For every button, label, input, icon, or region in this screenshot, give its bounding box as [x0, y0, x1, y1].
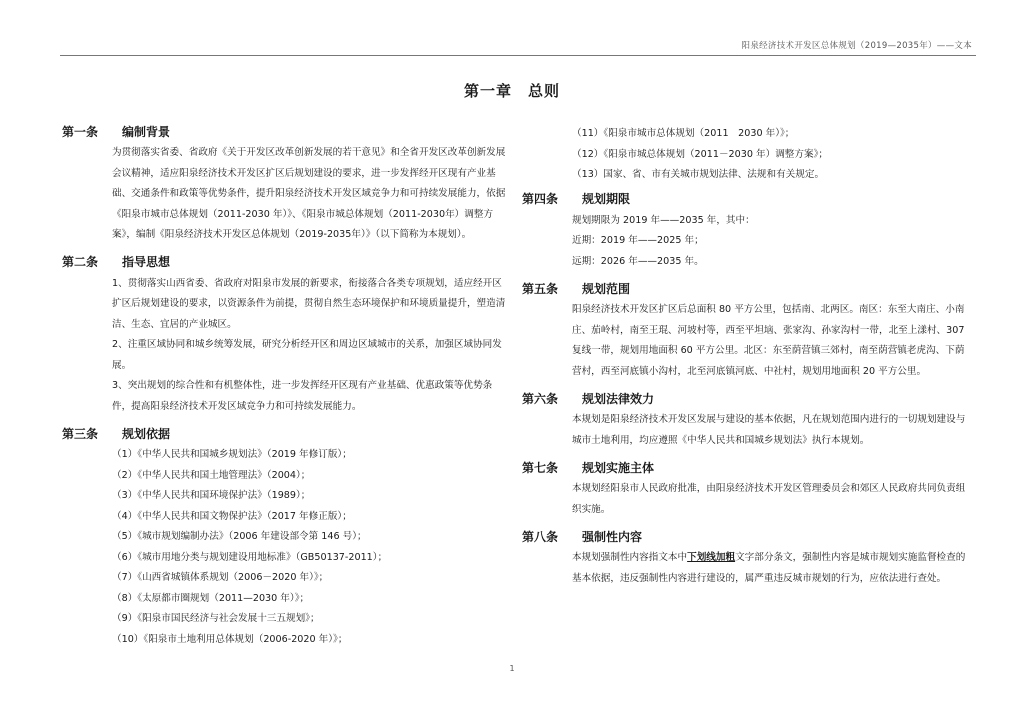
reference-item: （11）《阳泉市城市总体规划（2011 2030 年）》；: [572, 128, 795, 139]
article-4: [522, 190, 968, 273]
article-3: [62, 424, 510, 650]
paragraph-text: 文字部分条文，强制性内容是城市规划实施监督检查的基本依据，违反强制性内容进行建设的，属严重违反城市规划的行为，应依法进行查处。: [572, 552, 966, 584]
article-number: 第三条: [62, 426, 99, 441]
article-title: 指导思想: [122, 255, 171, 269]
header-divider: [60, 55, 976, 56]
article-title: 规划实施主体: [582, 460, 655, 475]
article-paragraph: 阳泉经济技术开发区扩区后总面积 80 平方公里，包括南、北两区。南区：东至大南庄、小南庄、茄岭村，南至王琨、河坡村等，西至平坦垴、张家沟、孙家沟村一带，北至上漾村、307 复线一带，规划用地面积 60 平方公里。北区：东至荫营镇三郊村，南至荫营镇老虎沟、下荫营村，西至河底镇小沟村，北至河底镇河底、中社村，规划用地面积 20 平方公里。: [572, 304, 965, 377]
reference-item: （8）《太原都市圈规划（2011—2030 年）》；: [112, 592, 310, 604]
page-number: 1: [509, 664, 515, 673]
article-paragraph: [572, 548, 968, 589]
article-title: 规划范围: [582, 281, 631, 296]
article-title: 规划期限: [582, 192, 631, 206]
article-number: 第七条: [522, 460, 559, 475]
article-6: [522, 389, 968, 451]
article-paragraph: 远期：2026 年——2035 年。: [572, 255, 704, 267]
article-paragraph: 2、注重区域协同和城乡统筹发展，研究分析经开区和周边区域城市的关系，加强区域协同发展。: [112, 339, 502, 371]
references-continued: [572, 124, 968, 186]
article-number: 第一条: [62, 124, 99, 139]
article-title: 编制背景: [122, 124, 171, 139]
article-paragraph: 3、突出规划的综合性和有机整体性，进一步发挥经开区现有产业基础、优惠政策等优势条件，提高阳泉经济技术开发区域竞争力和可持续发展能力。: [112, 380, 493, 412]
paragraph-text: 本规划强制性内容指文本中: [572, 552, 688, 563]
reference-item: （6）《城市用地分类与规划建设用地标准》（GB50137-2011）；: [112, 551, 388, 563]
article-title: 规划依据: [122, 426, 171, 441]
article-paragraph: 本规划是阳泉经济技术开发区发展与建设的基本依据，凡在规划范围内进行的一切规划建设与城市土地利用，均应遵照《中华人民共和国城乡规划法》执行本规划。: [572, 414, 966, 446]
article-number: 第二条: [62, 255, 99, 269]
article-paragraph: 1、贯彻落实山西省委、省政府对阳泉市发展的新要求，衔接落合各类专项规划，适应经开区扩区后规划建设的要求，以资源条件为前提，贯彻自然生态环境保护和环境质量提升，塑造清洁、生态、宜居的产业城区。: [112, 277, 506, 330]
article-number: 第四条: [522, 192, 559, 206]
article-paragraph: 本规划经阳泉市人民政府批准，由阳泉经济技术开发区管理委员会和郊区人民政府共同负责组织实施。: [572, 483, 966, 515]
reference-item: （12）《阳泉市城总体规划（2011－2030 年）调整方案》；: [572, 148, 828, 160]
reference-item: （2）《中华人民共和国土地管理法》（2004）；: [112, 469, 311, 481]
article-paragraph: 为贯彻落实省委、省政府《关于开发区改革创新发展的若干意见》和全省开发区改革创新发展会议精神，适应阳泉经济技术开发区扩区后规划建设的要求，进一步发挥经开区现有产业基础、交通条件和政策等优势条件，提升阳泉经济技术开发区域竞争力和可持续发展能力，依据《阳泉市城市总体规划（2011-2030 年）》、《阳泉市城总体规划（2011-2030年）调整方案》，编制《阳泉经济技术开发区总体规划（2019-2035年）》（以下简称为本规划）。: [112, 147, 506, 240]
article-5: [522, 279, 968, 382]
article-1: [62, 122, 510, 246]
article-number: 第五条: [522, 281, 559, 296]
article-paragraph: 规划期限为 2019 年——2035 年，其中：: [572, 214, 755, 226]
article-paragraph: 近期：2019 年——2025 年；: [572, 235, 704, 246]
article-title: 强制性内容: [582, 529, 643, 544]
reference-item: （13）国家、省、市有关城市规划法律、法规和有关规定。: [572, 169, 825, 180]
running-header: 阳泉经济技术开发区总体规划（2019—2035年）——文本: [741, 41, 972, 51]
article-number: 第六条: [522, 391, 559, 406]
article-7: [522, 458, 968, 520]
reference-item: （7）《山西省城镇体系规划（2006－2020 年）》；: [112, 572, 329, 583]
emphasis-text: 下划线加粗: [687, 552, 736, 563]
reference-item: （10）《阳泉市土地利用总体规划（2006-2020 年）》；: [112, 633, 348, 645]
reference-item: （3）《中华人民共和国环境保护法》（1989）；: [112, 490, 311, 501]
reference-item: （1）《中华人民共和国城乡规划法》（2019 年修订版）；: [112, 449, 352, 460]
article-title: 规划法律效力: [582, 391, 655, 406]
article-number: 第八条: [522, 529, 559, 544]
reference-item: （9）《阳泉市国民经济与社会发展十三五规划》；: [112, 613, 320, 624]
left-column: [62, 122, 510, 657]
right-column: [522, 124, 968, 596]
article-2: [62, 253, 510, 418]
chapter-title: 第一章 总则: [463, 82, 560, 100]
reference-item: （4）《中华人民共和国文物保护法》（2017 年修正版）；: [112, 510, 352, 522]
article-8: [522, 527, 968, 589]
reference-item: （5）《城市规划编制办法》（2006 年建设部令第 146 号）；: [112, 531, 367, 542]
